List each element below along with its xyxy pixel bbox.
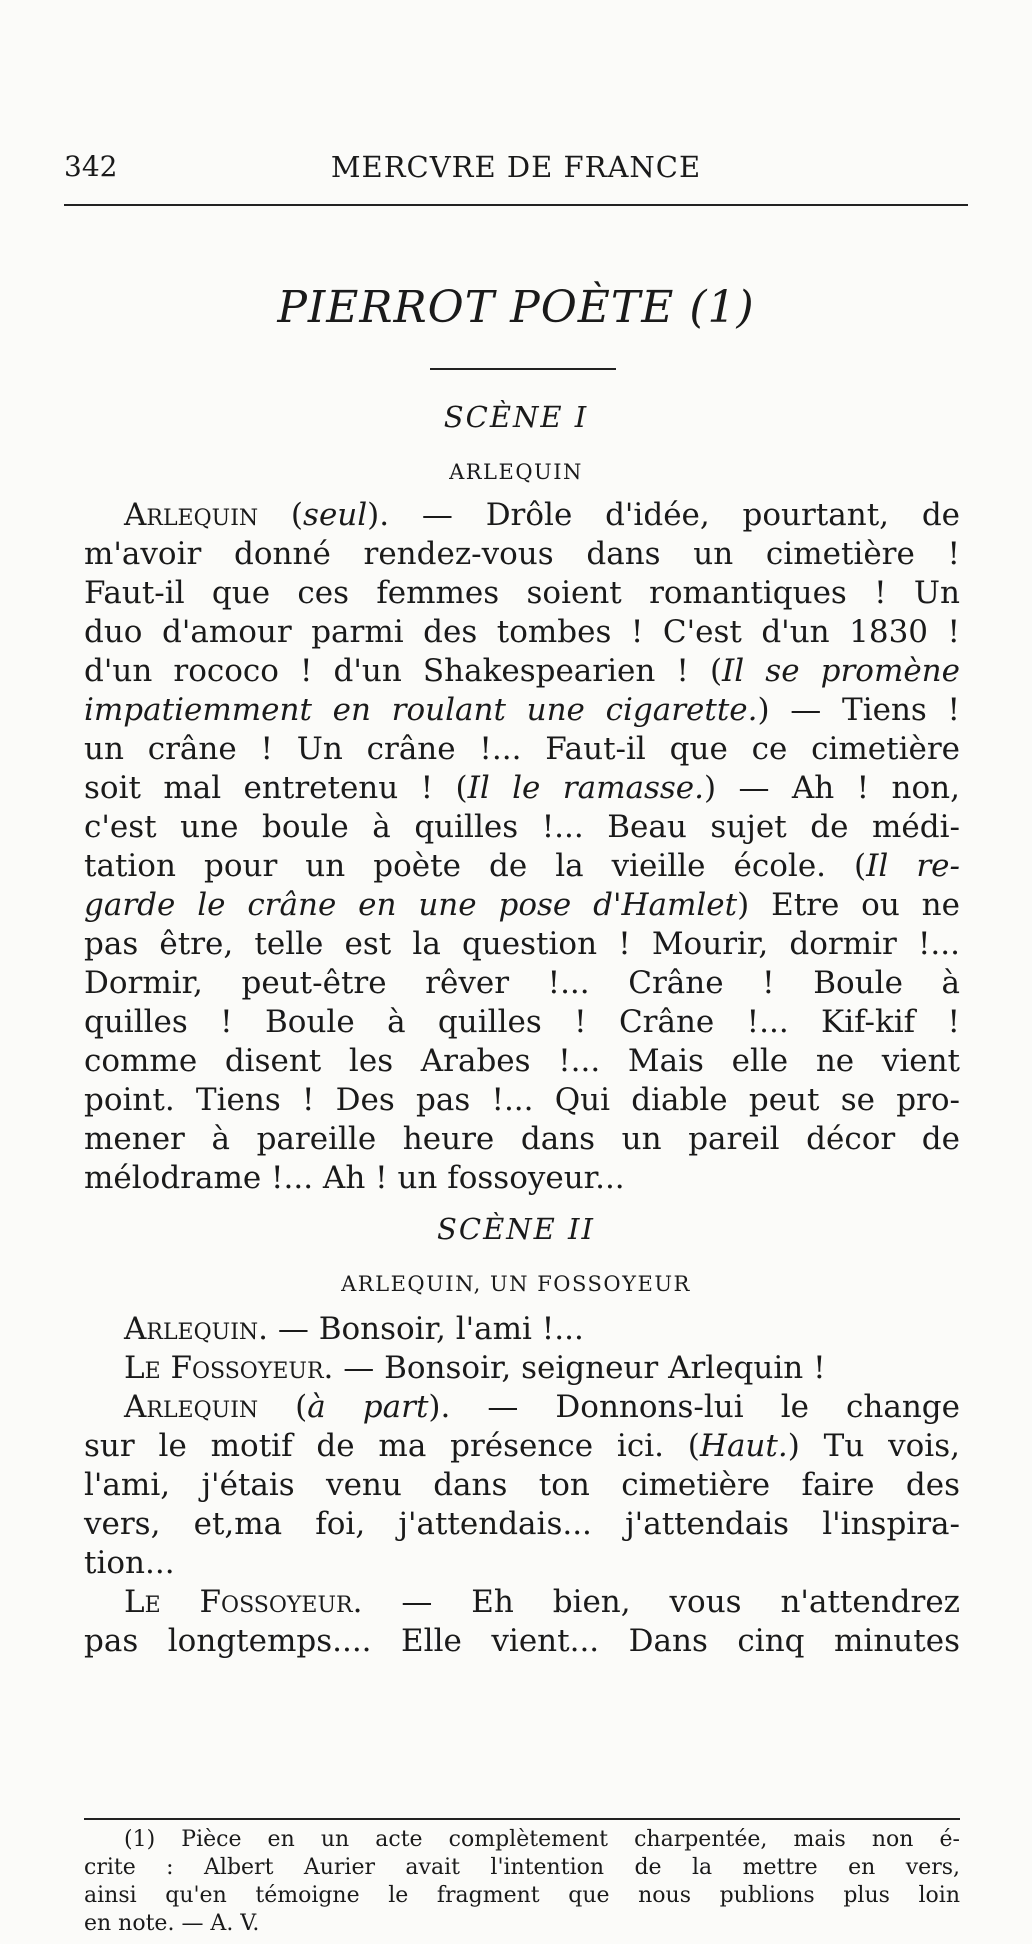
text-span: . — Bonsoir, seigneur Arlequin ! [323, 1350, 826, 1386]
scene-2-heading: SCÈNE II [437, 1212, 595, 1246]
text-line [84, 691, 960, 730]
text-span: tion... [84, 1545, 175, 1581]
text-line [84, 1388, 960, 1427]
stage-direction: Il se promène [722, 653, 960, 689]
text-line [84, 1622, 960, 1661]
speaker-name: Le Fossoyeur [124, 1350, 324, 1386]
play-title: PIERROT POÈTE (1) [277, 282, 755, 333]
text-span: mélodrame !... Ah ! un fossoyeur... [84, 1160, 625, 1196]
page-header [64, 150, 968, 194]
text-line [84, 1544, 960, 1583]
footnote-line: crite : Albert Aurier avait l'intention de la mettre en vers, [84, 1855, 960, 1880]
text-span: pas être, telle est la question ! Mourir, dormir !... [84, 926, 960, 962]
text-line [84, 1466, 960, 1505]
footnote-line: (1) Pièce en un acte complètement charpentée, mais non é- [124, 1827, 960, 1852]
text-line [84, 496, 960, 535]
text-line [84, 1042, 960, 1081]
header-rule [64, 204, 968, 206]
text-span: ) — Ah ! non, [704, 770, 960, 806]
text-span: ). — Drôle d'idée, pourtant, de [367, 497, 961, 533]
text-span: pas longtemps.... Elle vient... Dans cinq minutes [84, 1623, 960, 1659]
text-line [84, 1120, 960, 1159]
text-span: Faut-il que ces femmes soient romantiques ! Un [84, 575, 960, 611]
text-line [84, 847, 960, 886]
text-line [84, 1081, 960, 1120]
running-head: MERCVRE DE FRANCE [330, 150, 702, 184]
speaker-name: Arlequin [124, 1389, 259, 1425]
footnote-line: ainsi qu'en témoigne le fragment que nous publions plus loin [84, 1883, 960, 1908]
text-line [84, 730, 960, 769]
text-span: m'avoir donné rendez-vous dans un cimetière ! [84, 536, 960, 572]
text-span: ( [258, 1389, 308, 1425]
text-span: d'un rococo ! d'un Shakespearien ! ( [84, 653, 723, 689]
text-span: Dormir, peut-être rêver !... Crâne ! Boule à [84, 965, 960, 1001]
page-number: 342 [64, 150, 118, 183]
text-line [84, 1159, 960, 1198]
text-line [84, 1505, 960, 1544]
text-span: ). — Donnons-lui le change [428, 1389, 960, 1425]
stage-direction: Il le ramasse. [467, 770, 705, 806]
text-span: ( [258, 497, 304, 533]
footnote [84, 1826, 960, 1938]
stage-direction: impatiemment en roulant une cigarette. [84, 692, 758, 728]
text-span: vers, et,ma foi, j'attendais... j'attendais l'inspira- [84, 1506, 960, 1542]
stage-direction: seul [303, 497, 368, 533]
text-line [84, 925, 960, 964]
text-span: ) — Tiens ! [757, 692, 960, 728]
text-line [84, 613, 960, 652]
scene-1-characters: ARLEQUIN [449, 460, 583, 484]
stage-direction: à part [307, 1389, 429, 1425]
text-span: tation pour un poète de la vieille école. ( [84, 848, 867, 884]
text-line [84, 1310, 960, 1349]
speaker-name: Arlequin [124, 497, 259, 533]
text-line [84, 964, 960, 1003]
text-line [84, 1427, 960, 1466]
text-line [84, 574, 960, 613]
text-line [84, 535, 960, 574]
text-span: ) Etre ou ne [737, 887, 960, 923]
stage-direction: Haut. [699, 1428, 788, 1464]
speaker-name: Arlequin [124, 1311, 259, 1347]
stage-direction: garde le crâne en une pose d'Hamlet [84, 887, 738, 923]
text-span: . — Bonsoir, l'ami !... [258, 1311, 584, 1347]
text-line [84, 769, 960, 808]
text-span: duo d'amour parmi des tombes ! C'est d'un 1830 ! [84, 614, 960, 650]
text-span: mener à pareille heure dans un pareil décor de [84, 1121, 960, 1157]
text-span: point. Tiens ! Des pas !... Qui diable peut se pro- [84, 1082, 960, 1118]
text-line [84, 1583, 960, 1622]
text-span: . — Eh bien, vous n'attendrez [352, 1584, 961, 1620]
scene-2-characters: ARLEQUIN, UN FOSSOYEUR [341, 1272, 691, 1296]
text-line [84, 652, 960, 691]
text-line [84, 1349, 960, 1388]
speaker-name: Le Fossoyeur [124, 1584, 353, 1620]
scene-2-text [84, 1310, 960, 1661]
text-line [84, 808, 960, 847]
text-span: quilles ! Boule à quilles ! Crâne !... Kif-kif ! [84, 1004, 960, 1040]
text-span: ) Tu vois, [787, 1428, 960, 1464]
text-line [84, 1003, 960, 1042]
book-page [64, 0, 968, 1944]
title-rule [430, 368, 616, 370]
footnote-rule [84, 1818, 960, 1820]
text-span: soit mal entretenu ! ( [84, 770, 468, 806]
text-line [84, 886, 960, 925]
footnote-line: en note. — A. V. [84, 1911, 260, 1936]
text-span: c'est une boule à quilles !... Beau sujet de médi- [84, 809, 960, 845]
text-span: comme disent les Arabes !... Mais elle ne vient [84, 1043, 960, 1079]
text-span: sur le motif de ma présence ici. ( [84, 1428, 700, 1464]
scene-1-text [84, 496, 960, 1198]
stage-direction: Il re- [866, 848, 960, 884]
scene-1-heading: SCÈNE I [443, 400, 589, 434]
text-span: l'ami, j'étais venu dans ton cimetière faire des [84, 1467, 960, 1503]
text-span: un crâne ! Un crâne !... Faut-il que ce cimetière [84, 731, 960, 767]
